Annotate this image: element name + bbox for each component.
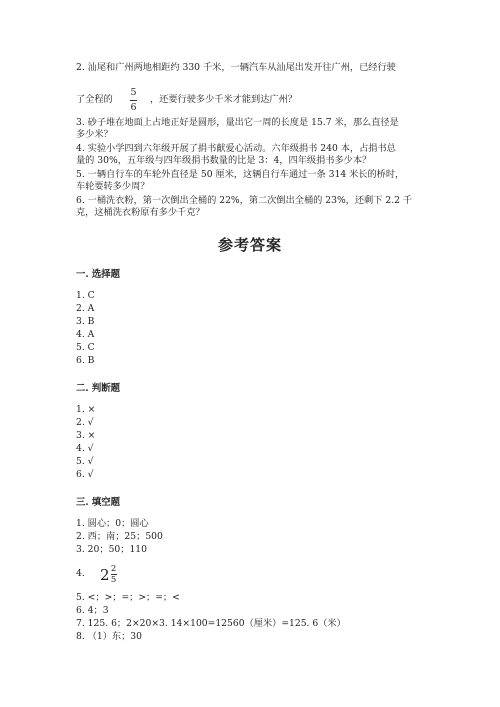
fraction-bar [130,100,137,101]
fraction-numerator: 5 [130,87,137,98]
question-3-line-2: 多少米？ [76,129,113,140]
fill-answer-1: 1. 圆心；0；圆心 [76,518,149,529]
mixed-number-numerator: 2 [110,564,117,574]
question-5-line-1: 5. 一辆自行车的车轮外直径是 50 厘米，这辆自行车通过一条 314 米长的桥时， [76,169,405,180]
section-heading-fill-blank: 三. 填空题 [76,497,121,508]
question-2-line-2-prefix: 了全程的 [76,94,113,105]
choice-answer-4: 4. A [76,329,95,340]
judge-answer-3: 3. × [76,430,96,441]
choice-answer-6: 6. B [76,355,95,366]
question-2-line-1: 2. 汕尾和广州两地相距约 330 千米，一辆汽车从汕尾出发开往广州，已经行驶 [76,62,396,73]
mixed-number-whole: 2 [100,565,110,584]
question-6-line-1: 6. 一桶洗衣粉，第一次倒出全桶的 22%，第二次倒出全桶的 23%，还剩下 2.2 千 [76,195,413,206]
fill-answer-5: 5. <；>；=；>；=；< [76,592,180,603]
section-heading-multiple-choice: 一. 选择题 [76,269,121,280]
choice-answer-5: 5. C [76,342,95,353]
choice-answer-1: 1. C [76,290,95,301]
judge-answer-2: 2. √ [76,417,94,428]
fill-answer-3: 3. 20；50；110 [76,544,147,555]
judge-answer-4: 4. √ [76,443,94,454]
fill-answer-6: 6. 4；3 [76,605,109,616]
fill-answer-7: 7. 125. 6；2×20×3. 14×100=12560（厘米）=125. 6（米） [76,618,346,629]
mixed-number-fraction [111,565,117,584]
judge-answer-6: 6. √ [76,469,94,480]
question-2-fraction [130,88,137,113]
question-2-line-2-suffix: ，还要行驶多少千米才能到达广州？ [150,94,297,105]
fill-answer-2: 2. 西；南；25；500 [76,531,163,542]
question-4-line-2: 量的 30%，五年级与四年级捐书数量的比是 3：4，四年级捐书多少本？ [76,155,372,166]
fraction-denominator: 6 [130,102,137,113]
fill-answer-4-mixed-number [100,565,117,584]
choice-answer-3: 3. B [76,316,95,327]
judge-answer-5: 5. √ [76,456,94,467]
fill-answer-8: 8. （1）东；30 [76,631,142,642]
choice-answer-2: 2. A [76,303,95,314]
fill-answer-4-label: 4. [76,568,85,579]
question-4-line-1: 4. 实验小学四到六年级开展了捐书献爱心活动。六年级捐书 240 本，占捐书总 [76,143,396,154]
mixed-number-denominator: 5 [110,575,117,585]
answers-title: 参考答案 [217,236,282,254]
judge-answer-1: 1. × [76,404,96,415]
question-6-line-2: 克，这桶洗衣粉原有多少千克？ [76,207,205,218]
section-heading-true-false: 二. 判断题 [76,383,121,394]
question-3-line-1: 3. 砂子堆在地面上占地正好是圆形，量出它一周的长度是 15.7 米，那么直径是 [76,117,399,128]
question-5-line-2: 车轮要转多少周？ [76,181,150,192]
